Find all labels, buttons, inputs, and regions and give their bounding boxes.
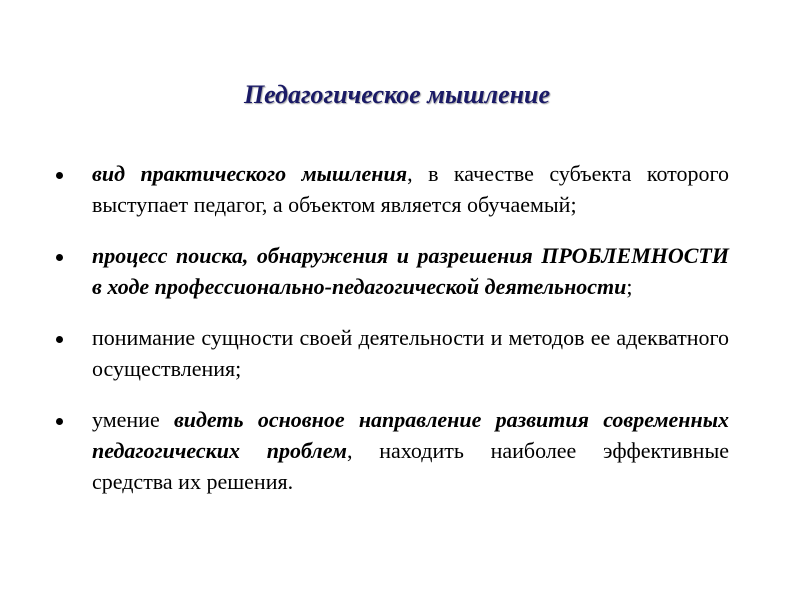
bullet-plain: умение (92, 407, 174, 432)
bullet-dot-icon (56, 336, 63, 343)
bullet-plain: понимание сущности своей деятельности и методов ее адекватного осуществления; (92, 325, 729, 381)
bullet-item (56, 158, 740, 220)
bullet-plain: ; (626, 274, 633, 299)
bullet-text (92, 322, 729, 384)
bullet-dot-icon (56, 172, 63, 179)
bullet-item (56, 322, 740, 384)
bullet-list (56, 158, 740, 517)
bullet-plain: , в качестве субъекта которого выступает педагог, а объектом является обучаемый; (92, 161, 729, 217)
bullet-plain: , находить наиболее эффективные средства их решения. (92, 438, 729, 494)
bullet-emphasis: вид практического мышления (92, 161, 408, 186)
slide-title: Педагогическое мышление (243, 80, 551, 109)
bullet-text (92, 404, 729, 497)
bullet-dot-icon (56, 418, 63, 425)
bullet-emphasis: видеть основное направление развития современных педагогических проблем (92, 407, 729, 463)
bullet-dot-icon (56, 254, 63, 261)
bullet-emphasis: процесс поиска, обнаружения и разрешения ПРОБЛЕМНОСТИ в ходе профессионально-педагогической деятельности (92, 243, 729, 299)
bullet-text (92, 240, 729, 302)
bullet-item (56, 404, 740, 497)
bullet-item (56, 240, 740, 302)
bullet-text (92, 158, 729, 220)
